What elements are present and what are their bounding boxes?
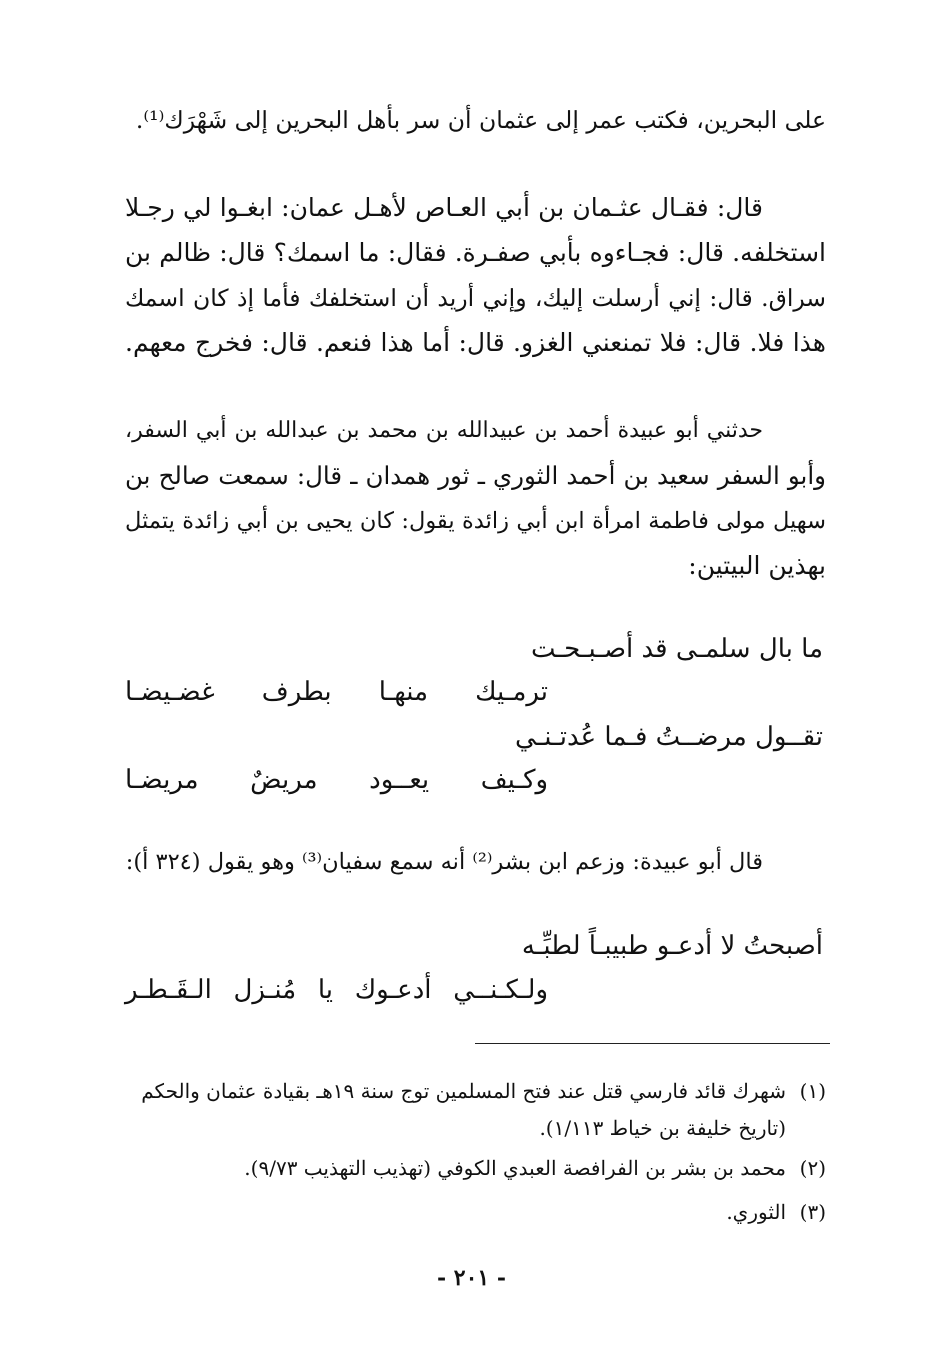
text-line: استخلفه. قال: فجـاءوه بأبي صفـرة. فقال: ما اسمك؟ قال: ظالم بن: [125, 238, 826, 267]
verse-second-hemistich: [125, 758, 548, 802]
verse-word: وكـيف: [480, 765, 549, 795]
verse-word: بطرف: [261, 677, 332, 707]
verse-word: مُنـزل: [233, 975, 297, 1005]
footnote-continuation: (تاريخ خليفة بن خياط ١/١١٣).: [539, 1116, 786, 1140]
footnote-text: الثوري.: [726, 1200, 786, 1224]
page-number: - ٢٠١ -: [436, 1265, 507, 1291]
text-line: سراق. قال: إني أرسلت إليك، وإني أريد أن استخلفك فأما إذ كان اسمك: [125, 284, 826, 312]
footnote-text: شهرك قائد فارسي قتل عند فتح المسلمين توج سنة ١٩هـ بقيادة عثمان والحكم: [141, 1079, 786, 1103]
verse-first-hemistich: تقــول مرضــتُ فـما عُدتـنـي: [514, 722, 823, 752]
text-line: بهذين البيتين:: [688, 551, 826, 580]
verse-second-hemistich: [125, 968, 548, 1012]
footnote-number: (٣): [799, 1200, 826, 1224]
verse-first-hemistich: أصبحتُ لا أدعـو طبيبـاً لطبِّـه: [521, 931, 823, 961]
text-line: هذا فلا. قال: فلا تمنعني الغزو. قال: أما هذا فنعم. قال: فخرج معهم.: [125, 328, 826, 357]
footnote-text: محمد بن بشر بن الفرافصة العبدي الكوفي (تهذيب التهذيب ٩/٧٣).: [244, 1156, 786, 1180]
verse-word: يعــود: [369, 765, 430, 795]
verse-word: الـقَـطـر: [125, 975, 212, 1005]
verse-word: يا: [317, 975, 334, 1005]
footnote: [125, 1194, 826, 1230]
text-line: وأبو السفر سعيد بن أحمد الثوري ـ ثور همدان ـ قال: سمعت صالح بن: [125, 461, 826, 490]
verse-word: منهـا: [378, 677, 429, 707]
footnote-number: (٢): [799, 1156, 826, 1180]
verse-second-hemistich: [125, 670, 548, 714]
verse-word: غضـيضـا: [125, 677, 215, 707]
verse-first-hemistich: ما بال سلمـى قد أصـبـحـت: [530, 634, 823, 664]
text-line: قال أبو عبيدة: وزعم ابن بشر⁽²⁾ أنه سمع سفيان⁽³⁾ وهو يقول (٣٢٤ أ):: [125, 849, 763, 875]
verse-word: ولـكـنــي: [453, 975, 549, 1005]
text-line: سهيل مولى فاطمة امرأة ابن أبي زائدة يقول: كان يحيى بن أبي زائدة يتمثل: [125, 508, 826, 534]
verse-word: مريضـا: [125, 765, 199, 795]
text-line: على البحرين، فكتب عمر إلى عثمان أن سر بأهل البحرين إلى شَهْرَك⁽¹⁾.: [135, 106, 826, 134]
verse-word: مريضٌ: [250, 765, 318, 795]
footnote: [125, 1073, 826, 1109]
footnote-number: (١): [799, 1079, 826, 1103]
text-line: حدثني أبو عبيدة أحمد بن عبيدالله بن محمد بن عبدالله بن أبي السفر،: [125, 418, 763, 443]
footnote-separator: [475, 1043, 830, 1044]
text-line: قال: فقـال عثـمان بن أبي العـاص لأهـل عمان: ابغـوا لي رجـلا: [125, 193, 763, 222]
verse-word: ترمـيك: [475, 677, 548, 707]
footnote: [125, 1150, 826, 1186]
verse-word: أدعـوك: [354, 975, 432, 1005]
